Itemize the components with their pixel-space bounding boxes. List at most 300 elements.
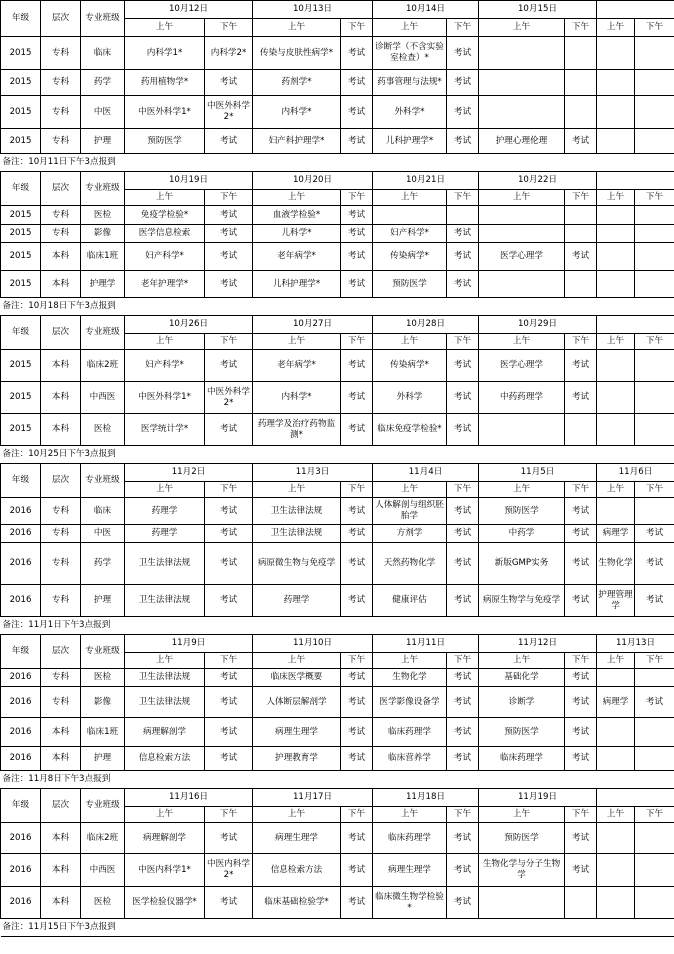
exam-cell	[565, 225, 597, 243]
year-cell: 2016	[1, 887, 41, 919]
exam-cell	[597, 823, 635, 854]
am-header: 上午	[125, 807, 205, 823]
exam-cell	[479, 37, 565, 70]
exam-cell: 卫生法律法规	[125, 687, 205, 718]
exam-cell: 考试	[341, 206, 373, 225]
exam-cell: 病理生理学	[373, 854, 447, 887]
exam-cell: 传染与皮肤性病学*	[253, 37, 341, 70]
exam-cell: 考试	[447, 718, 479, 747]
exam-cell: 临床药理学	[373, 823, 447, 854]
table-row	[1, 96, 674, 129]
pm-header: 下午	[565, 482, 597, 498]
exam-cell: 中药学	[479, 525, 565, 543]
am-header: 上午	[479, 190, 565, 206]
exam-cell: 考试	[565, 718, 597, 747]
exam-cell: 医学信息检索	[125, 225, 205, 243]
exam-cell: 妇产科学*	[125, 350, 205, 382]
exam-cell: 预防医学	[125, 129, 205, 154]
exam-cell: 信息检索方法	[253, 854, 341, 887]
exam-cell: 人体解剖与组织胚胎学	[373, 498, 447, 525]
table-row	[1, 718, 674, 747]
year-cell: 2015	[1, 129, 41, 154]
date-header: 10月15日	[479, 1, 597, 19]
year-cell: 2016	[1, 854, 41, 887]
exam-cell: 考试	[341, 225, 373, 243]
exam-cell	[373, 206, 447, 225]
date-header	[597, 1, 674, 19]
am-header: 上午	[253, 807, 341, 823]
table-row	[1, 271, 674, 298]
pm-header: 下午	[341, 653, 373, 669]
table-row	[1, 747, 674, 771]
level-header: 层次	[41, 172, 81, 206]
year-cell: 2016	[1, 498, 41, 525]
exam-cell: 妇产科护理学*	[253, 129, 341, 154]
exam-cell: 考试	[447, 129, 479, 154]
exam-cell: 中医外科学1*	[125, 96, 205, 129]
exam-cell	[635, 96, 674, 129]
pm-header: 下午	[205, 190, 253, 206]
date-header: 11月9日	[125, 635, 253, 653]
exam-cell: 考试	[565, 669, 597, 687]
am-header: 上午	[125, 19, 205, 37]
exam-cell	[479, 887, 565, 919]
am-header: 上午	[253, 190, 341, 206]
exam-cell: 卫生法律法规	[253, 498, 341, 525]
date-header: 11月18日	[373, 789, 479, 807]
exam-cell	[597, 887, 635, 919]
exam-cell: 内科学*	[253, 96, 341, 129]
level-cell: 本科	[41, 350, 81, 382]
level-cell: 专科	[41, 543, 81, 585]
date-header: 11月6日	[597, 464, 674, 482]
exam-cell: 考试	[447, 96, 479, 129]
exam-cell: 病理解剖学	[125, 718, 205, 747]
major-cell: 中医	[81, 525, 125, 543]
level-cell: 本科	[41, 414, 81, 446]
exam-cell: 药理学	[125, 525, 205, 543]
exam-cell	[635, 37, 674, 70]
exam-cell	[635, 498, 674, 525]
exam-cell: 考试	[447, 669, 479, 687]
exam-cell: 考试	[447, 271, 479, 298]
am-header: 上午	[597, 190, 635, 206]
year-cell: 2016	[1, 543, 41, 585]
level-header: 层次	[41, 1, 81, 37]
exam-cell: 考试	[565, 823, 597, 854]
level-header: 层次	[41, 789, 81, 823]
pm-header: 下午	[635, 482, 674, 498]
exam-cell	[597, 37, 635, 70]
date-header: 10月29日	[479, 316, 597, 334]
exam-cell: 考试	[341, 70, 373, 96]
exam-cell: 考试	[205, 669, 253, 687]
report-note: 备注：10月18日下午3点报到	[1, 298, 674, 316]
exam-cell: 老年护理学*	[125, 271, 205, 298]
exam-cell: 考试	[341, 585, 373, 617]
exam-cell	[635, 206, 674, 225]
exam-cell	[597, 718, 635, 747]
exam-cell: 新版GMP实务	[479, 543, 565, 585]
major-header: 专业班级	[81, 635, 125, 669]
major-header: 专业班级	[81, 789, 125, 823]
exam-cell: 临床药理学	[373, 718, 447, 747]
date-header: 11月11日	[373, 635, 479, 653]
pm-header: 下午	[205, 334, 253, 350]
am-header: 上午	[253, 482, 341, 498]
table-row	[1, 543, 674, 585]
pm-header: 下午	[635, 19, 674, 37]
am-header: 上午	[373, 19, 447, 37]
level-header: 层次	[41, 464, 81, 498]
exam-cell: 药事管理与法规*	[373, 70, 447, 96]
exam-cell: 中医外科学2*	[205, 382, 253, 414]
exam-cell: 诊断学	[479, 687, 565, 718]
pm-header: 下午	[341, 19, 373, 37]
exam-cell: 考试	[205, 414, 253, 446]
exam-cell: 考试	[341, 823, 373, 854]
level-header: 层次	[41, 635, 81, 669]
am-header: 上午	[479, 334, 565, 350]
pm-header: 下午	[447, 807, 479, 823]
major-cell: 中西医	[81, 854, 125, 887]
exam-cell: 考试	[565, 854, 597, 887]
exam-cell: 考试	[341, 382, 373, 414]
year-cell: 2015	[1, 206, 41, 225]
exam-cell: 中医内科学1*	[125, 854, 205, 887]
exam-cell	[597, 382, 635, 414]
exam-cell: 妇产科学*	[125, 243, 205, 271]
table-row	[1, 225, 674, 243]
table-row	[1, 129, 674, 154]
exam-cell: 考试	[205, 350, 253, 382]
major-cell: 中医	[81, 96, 125, 129]
exam-cell: 考试	[205, 585, 253, 617]
table-row	[1, 887, 674, 919]
exam-cell: 考试	[341, 525, 373, 543]
exam-cell: 考试	[565, 687, 597, 718]
exam-cell	[597, 70, 635, 96]
exam-cell	[479, 271, 565, 298]
level-cell: 专科	[41, 225, 81, 243]
major-cell: 护理	[81, 747, 125, 771]
exam-cell: 临床微生物学检验*	[373, 887, 447, 919]
major-cell: 中西医	[81, 382, 125, 414]
exam-cell	[597, 271, 635, 298]
pm-header: 下午	[565, 19, 597, 37]
report-note: 备注：11月15日下午3点报到	[1, 919, 674, 937]
pm-header: 下午	[635, 334, 674, 350]
exam-cell: 考试	[205, 70, 253, 96]
am-header: 上午	[479, 807, 565, 823]
exam-cell: 考试	[205, 747, 253, 771]
exam-cell: 考试	[635, 585, 674, 617]
major-cell: 临床2班	[81, 823, 125, 854]
year-cell: 2016	[1, 525, 41, 543]
date-header: 11月16日	[125, 789, 253, 807]
exam-cell: 考试	[205, 718, 253, 747]
exam-cell: 考试	[565, 382, 597, 414]
exam-cell: 考试	[341, 747, 373, 771]
am-header: 上午	[597, 334, 635, 350]
year-cell: 2015	[1, 225, 41, 243]
note-row	[1, 771, 674, 789]
exam-cell: 诊断学（不含实验室检查）*	[373, 37, 447, 70]
header-row	[1, 464, 674, 482]
am-header: 上午	[253, 19, 341, 37]
table-row	[1, 206, 674, 225]
exam-cell: 考试	[205, 887, 253, 919]
date-header	[597, 172, 674, 190]
level-cell: 本科	[41, 854, 81, 887]
exam-cell: 病理生理学	[253, 718, 341, 747]
exam-cell: 护理教育学	[253, 747, 341, 771]
table-row	[1, 687, 674, 718]
exam-cell: 考试	[341, 37, 373, 70]
pm-header: 下午	[205, 653, 253, 669]
exam-cell: 考试	[565, 350, 597, 382]
am-header: 上午	[373, 190, 447, 206]
year-cell: 2015	[1, 382, 41, 414]
date-header: 11月3日	[253, 464, 373, 482]
exam-cell: 医学统计学*	[125, 414, 205, 446]
header-row	[1, 1, 674, 19]
major-cell: 药学	[81, 70, 125, 96]
pm-header: 下午	[205, 19, 253, 37]
exam-cell	[565, 887, 597, 919]
date-header: 11月10日	[253, 635, 373, 653]
date-header: 10月28日	[373, 316, 479, 334]
exam-cell: 老年病学*	[253, 243, 341, 271]
exam-cell: 病理学	[597, 687, 635, 718]
am-header: 上午	[373, 653, 447, 669]
exam-cell: 考试	[447, 498, 479, 525]
date-header: 10月13日	[253, 1, 373, 19]
date-header	[597, 316, 674, 334]
year-cell: 2016	[1, 687, 41, 718]
major-cell: 医检	[81, 669, 125, 687]
exam-cell: 考试	[205, 687, 253, 718]
exam-cell: 考试	[447, 382, 479, 414]
table-row	[1, 243, 674, 271]
exam-cell	[565, 206, 597, 225]
exam-cell	[597, 414, 635, 446]
am-header: 上午	[373, 334, 447, 350]
table-row	[1, 414, 674, 446]
exam-cell: 儿科护理学*	[253, 271, 341, 298]
exam-cell: 信息检索方法	[125, 747, 205, 771]
pm-header: 下午	[635, 653, 674, 669]
exam-cell	[479, 206, 565, 225]
exam-cell	[479, 70, 565, 96]
exam-cell: 考试	[205, 543, 253, 585]
exam-cell: 考试	[341, 543, 373, 585]
exam-cell: 生物化学与分子生物学	[479, 854, 565, 887]
exam-cell	[565, 70, 597, 96]
exam-cell: 考试	[565, 543, 597, 585]
pm-header: 下午	[341, 482, 373, 498]
am-header: 上午	[597, 807, 635, 823]
level-cell: 专科	[41, 687, 81, 718]
exam-cell: 考试	[341, 243, 373, 271]
exam-cell: 妇产科学*	[373, 225, 447, 243]
exam-cell: 基础化学	[479, 669, 565, 687]
pm-header: 下午	[341, 334, 373, 350]
table-row	[1, 823, 674, 854]
major-cell: 医检	[81, 887, 125, 919]
exam-cell: 考试	[565, 129, 597, 154]
major-cell: 影像	[81, 687, 125, 718]
pm-header: 下午	[565, 190, 597, 206]
grade-header: 年级	[1, 1, 41, 37]
date-header: 10月19日	[125, 172, 253, 190]
am-header: 上午	[373, 807, 447, 823]
exam-cell	[635, 669, 674, 687]
am-header: 上午	[125, 334, 205, 350]
exam-cell: 医学心理学	[479, 350, 565, 382]
year-cell: 2016	[1, 718, 41, 747]
pm-header: 下午	[205, 807, 253, 823]
date-header: 11月5日	[479, 464, 597, 482]
exam-cell: 药用植物学*	[125, 70, 205, 96]
exam-cell: 病原微生物与免疫学	[253, 543, 341, 585]
exam-cell	[635, 718, 674, 747]
level-cell: 专科	[41, 498, 81, 525]
exam-cell: 内科学*	[253, 382, 341, 414]
report-note: 备注：11月8日下午3点报到	[1, 771, 674, 789]
exam-cell	[597, 129, 635, 154]
major-cell: 药学	[81, 543, 125, 585]
pm-header: 下午	[447, 19, 479, 37]
date-header: 10月27日	[253, 316, 373, 334]
exam-cell	[635, 854, 674, 887]
level-cell: 专科	[41, 585, 81, 617]
exam-cell: 卫生法律法规	[125, 585, 205, 617]
pm-header: 下午	[635, 807, 674, 823]
exam-cell: 考试	[635, 525, 674, 543]
am-header: 上午	[479, 19, 565, 37]
header-row	[1, 789, 674, 807]
exam-cell: 生物化学	[373, 669, 447, 687]
pm-header: 下午	[635, 190, 674, 206]
exam-cell: 临床药理学	[479, 747, 565, 771]
exam-cell: 预防医学	[373, 271, 447, 298]
table-row	[1, 525, 674, 543]
exam-cell: 考试	[205, 525, 253, 543]
exam-cell: 考试	[565, 747, 597, 771]
level-cell: 本科	[41, 382, 81, 414]
exam-cell: 考试	[447, 823, 479, 854]
grade-header: 年级	[1, 172, 41, 206]
major-cell: 医检	[81, 414, 125, 446]
level-cell: 本科	[41, 718, 81, 747]
exam-cell: 考试	[447, 854, 479, 887]
level-cell: 专科	[41, 206, 81, 225]
major-header: 专业班级	[81, 316, 125, 350]
grade-header: 年级	[1, 316, 41, 350]
year-cell: 2015	[1, 243, 41, 271]
pm-header: 下午	[205, 482, 253, 498]
level-cell: 本科	[41, 823, 81, 854]
table-row	[1, 669, 674, 687]
year-cell: 2016	[1, 747, 41, 771]
am-header: 上午	[253, 334, 341, 350]
exam-cell: 考试	[447, 225, 479, 243]
exam-cell: 考试	[341, 414, 373, 446]
table-row	[1, 854, 674, 887]
exam-cell: 临床免疫学检验*	[373, 414, 447, 446]
exam-cell: 预防医学	[479, 498, 565, 525]
exam-cell	[597, 225, 635, 243]
exam-cell: 药理学	[253, 585, 341, 617]
header-row	[1, 172, 674, 190]
exam-cell	[597, 669, 635, 687]
major-cell: 护理	[81, 585, 125, 617]
exam-cell: 卫生法律法规	[253, 525, 341, 543]
date-header: 11月4日	[373, 464, 479, 482]
level-cell: 专科	[41, 37, 81, 70]
exam-cell: 药理学	[125, 498, 205, 525]
date-header: 11月13日	[597, 635, 674, 653]
am-header: 上午	[479, 653, 565, 669]
level-cell: 专科	[41, 669, 81, 687]
exam-cell	[635, 887, 674, 919]
level-cell: 专科	[41, 129, 81, 154]
exam-cell: 考试	[635, 687, 674, 718]
am-header: 上午	[597, 653, 635, 669]
exam-cell: 考试	[341, 129, 373, 154]
pm-header: 下午	[447, 482, 479, 498]
note-row	[1, 154, 674, 172]
header-row	[1, 316, 674, 334]
exam-cell: 考试	[447, 414, 479, 446]
pm-header: 下午	[341, 190, 373, 206]
report-note: 备注：10月25日下午3点报到	[1, 446, 674, 464]
am-header: 上午	[125, 190, 205, 206]
report-note: 备注：11月1日下午3点报到	[1, 617, 674, 635]
date-header: 10月14日	[373, 1, 479, 19]
exam-cell: 临床营养学	[373, 747, 447, 771]
major-cell: 临床	[81, 37, 125, 70]
exam-cell: 血液学检验*	[253, 206, 341, 225]
exam-cell: 卫生法律法规	[125, 543, 205, 585]
major-cell: 医检	[81, 206, 125, 225]
exam-cell: 病理解剖学	[125, 823, 205, 854]
exam-cell: 中医外科学2*	[205, 96, 253, 129]
exam-cell: 传染病学*	[373, 243, 447, 271]
exam-cell: 考试	[447, 585, 479, 617]
level-cell: 专科	[41, 525, 81, 543]
table-row	[1, 382, 674, 414]
exam-cell	[597, 243, 635, 271]
am-header: 上午	[125, 653, 205, 669]
exam-cell: 药剂学*	[253, 70, 341, 96]
year-cell: 2016	[1, 585, 41, 617]
exam-cell: 临床基础检验学*	[253, 887, 341, 919]
am-header: 上午	[125, 482, 205, 498]
exam-cell: 预防医学	[479, 823, 565, 854]
year-cell: 2016	[1, 669, 41, 687]
exam-cell: 中医外科学1*	[125, 382, 205, 414]
major-header: 专业班级	[81, 464, 125, 498]
exam-cell: 考试	[565, 498, 597, 525]
exam-cell: 考试	[341, 718, 373, 747]
date-header: 10月22日	[479, 172, 597, 190]
major-cell: 临床1班	[81, 243, 125, 271]
pm-header: 下午	[565, 334, 597, 350]
note-row	[1, 446, 674, 464]
exam-cell	[635, 271, 674, 298]
